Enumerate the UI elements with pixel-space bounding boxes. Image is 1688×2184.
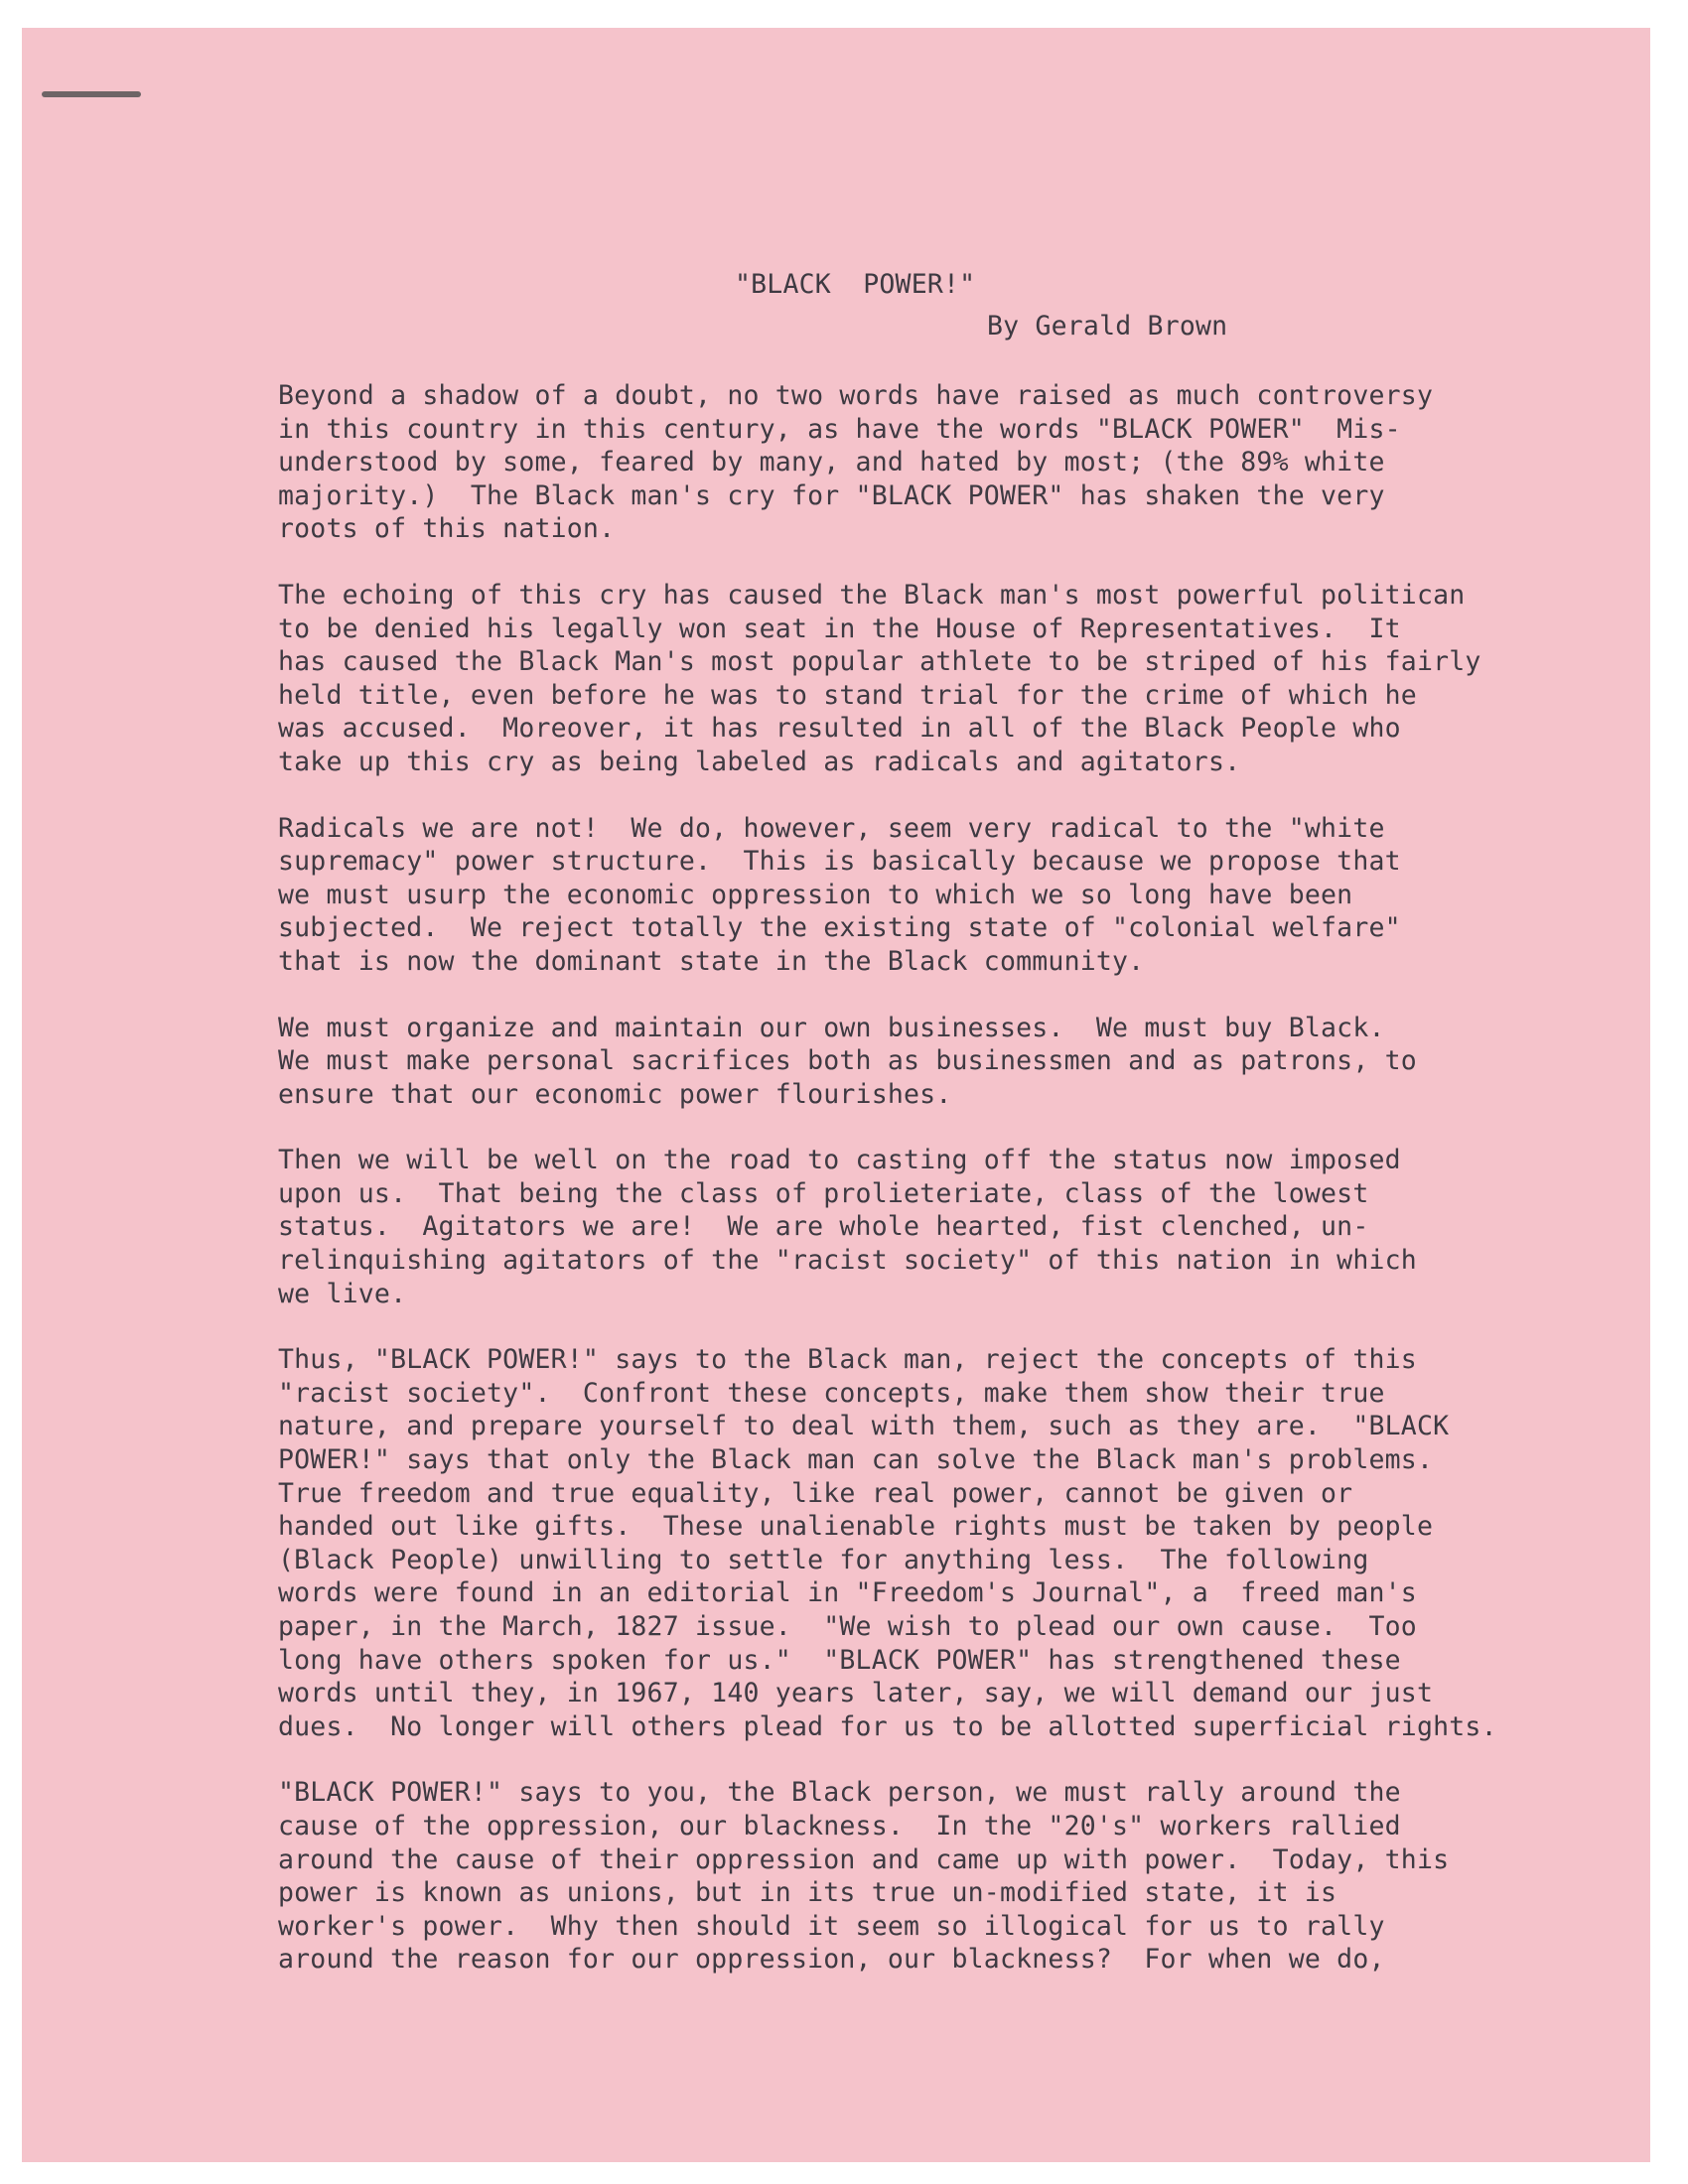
text-line: handed out like gifts. These unalienable rights must be taken by people <box>278 1511 1434 1543</box>
text-line: dues. No longer will others plead for us to be allotted superficial rights. <box>278 1710 1497 1742</box>
staple-mark <box>42 91 141 97</box>
text-line: words were found in an editorial in "Freedom's Journal", a freed man's <box>278 1577 1417 1609</box>
text-line: held title, even before he was to stand trial for the crime of which he <box>278 679 1417 711</box>
text-line: nature, and prepare yourself to deal with them, such as they are. "BLACK <box>278 1411 1450 1442</box>
text-line: We must organize and maintain our own businesses. We must buy Black. <box>278 1012 1385 1043</box>
text-line: Thus, "BLACK POWER!" says to the Black man, reject the concepts of this <box>278 1344 1417 1376</box>
text-line: was accused. Moreover, it has resulted in all of the Black People who <box>278 713 1401 745</box>
text-line: Then we will be well on the road to casting off the status now imposed <box>278 1145 1401 1176</box>
document-body <box>278 379 1497 2009</box>
paragraph-3 <box>278 812 1497 979</box>
text-line: understood by some, feared by many, and hated by most; (the 89% white <box>278 447 1385 478</box>
paragraph-6 <box>278 1343 1497 1743</box>
text-line: POWER!" says that only the Black man can solve the Black man's problems. <box>278 1444 1434 1476</box>
text-line: upon us. That being the class of prolieteriate, class of the lowest <box>278 1177 1369 1209</box>
text-line: we live. <box>278 1278 407 1309</box>
text-line: status. Agitators we are! We are whole hearted, fist clenched, un- <box>278 1211 1369 1243</box>
text-line: (Black People) unwilling to settle for anything less. The following <box>278 1544 1369 1575</box>
text-line: worker's power. Why then should it seem so illogical for us to rally <box>278 1910 1385 1942</box>
text-line: power is known as unions, but in its true un-modified state, it is <box>278 1877 1337 1909</box>
text-line: ensure that our economic power flourishes. <box>278 1078 952 1110</box>
paragraph-2 <box>278 579 1497 779</box>
paragraph-4 <box>278 1012 1497 1112</box>
text-line: relinquishing agitators of the "racist society" of this nation in which <box>278 1245 1417 1277</box>
text-line: to be denied his legally won seat in the House of Representatives. It <box>278 613 1401 644</box>
paragraph-5 <box>278 1144 1497 1310</box>
text-line: words until they, in 1967, 140 years later, say, we will demand our just <box>278 1678 1434 1709</box>
text-line: that is now the dominant state in the Black community. <box>278 945 1145 977</box>
text-line: paper, in the March, 1827 issue. "We wish to plead our own cause. Too <box>278 1611 1417 1642</box>
text-line: majority.) The Black man's cry for "BLACK POWER" has shaken the very <box>278 479 1385 511</box>
text-line: take up this cry as being labeled as radicals and agitators. <box>278 746 1241 777</box>
text-line: subjected. We reject totally the existing state of "colonial welfare" <box>278 912 1401 944</box>
text-line: roots of this nation. <box>278 513 616 545</box>
paragraph-7 <box>278 1776 1497 1977</box>
text-line: has caused the Black Man's most popular athlete to be striped of his fairly <box>278 646 1481 678</box>
text-line: Radicals we are not! We do, however, seem very radical to the "white <box>278 812 1385 844</box>
text-line: cause of the oppression, our blackness. In the "20's" workers rallied <box>278 1810 1401 1842</box>
text-line: "racist society". Confront these concepts, make them show their true <box>278 1377 1385 1409</box>
text-line: We must make personal sacrifices both as businessmen and as patrons, to <box>278 1045 1417 1077</box>
paragraph-1 <box>278 379 1497 546</box>
text-line: we must usurp the economic oppression to which we so long have been <box>278 879 1353 910</box>
text-line: The echoing of this cry has caused the Black man's most powerful politican <box>278 579 1466 611</box>
paper-sheet <box>22 28 1650 2162</box>
text-line: around the reason for our oppression, our blackness? For when we do, <box>278 1944 1385 1976</box>
text-line: supremacy" power structure. This is basically because we propose that <box>278 846 1401 878</box>
text-line: in this country in this century, as have the words "BLACK POWER" Mis- <box>278 413 1401 445</box>
document-title: "BLACK POWER!" <box>735 269 976 300</box>
author-byline: By Gerald Brown <box>987 311 1228 341</box>
text-line: "BLACK POWER!" says to you, the Black person, we must rally around the <box>278 1777 1401 1809</box>
text-line: True freedom and true equality, like real power, cannot be given or <box>278 1477 1353 1509</box>
text-line: long have others spoken for us." "BLACK POWER" has strengthened these <box>278 1644 1401 1676</box>
text-line: around the cause of their oppression and came up with power. Today, this <box>278 1843 1450 1875</box>
text-line: Beyond a shadow of a doubt, no two words have raised as much controversy <box>278 380 1434 411</box>
